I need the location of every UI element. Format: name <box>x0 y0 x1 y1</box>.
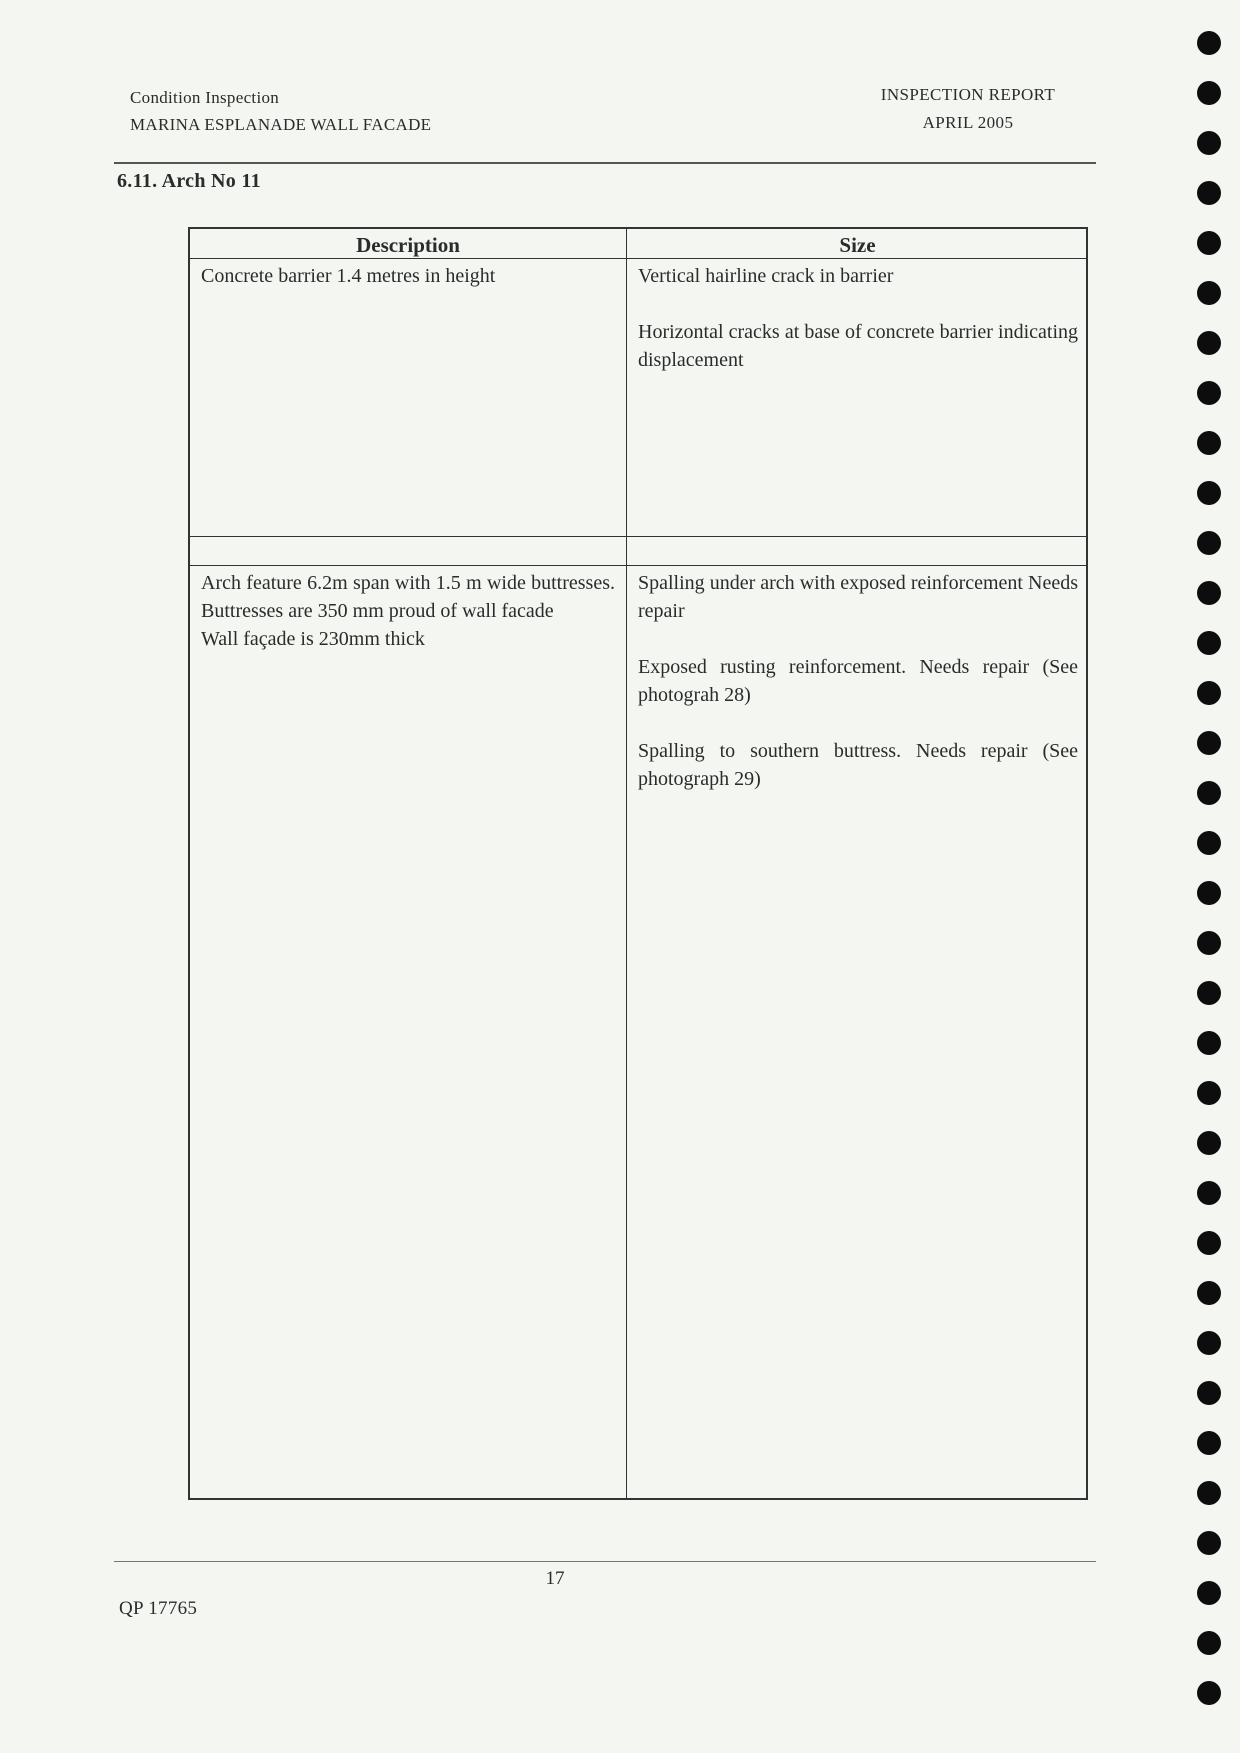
binder-hole <box>1197 1181 1221 1205</box>
binder-hole <box>1197 1331 1221 1355</box>
binder-hole <box>1197 1231 1221 1255</box>
page-number: 17 <box>545 1568 565 1589</box>
binder-hole <box>1197 681 1221 705</box>
binder-hole <box>1197 1131 1221 1155</box>
binder-hole <box>1197 931 1221 955</box>
cell-text: Concrete barrier 1.4 metres in height <box>201 265 496 287</box>
binder-hole <box>1197 1031 1221 1055</box>
header-right <box>848 81 1088 137</box>
binder-hole <box>1197 831 1221 855</box>
binder-hole <box>1197 481 1221 505</box>
cell-text: Arch feature 6.2m span with 1.5 m wide buttresses. Buttresses are 350 mm proud of wall facade <box>201 572 615 622</box>
cell-text: Vertical hairline crack in barrier <box>638 265 894 287</box>
row-rule <box>190 536 1086 537</box>
header-report-date: APRIL 2005 <box>922 113 1014 132</box>
binder-hole <box>1197 1631 1221 1655</box>
binder-hole <box>1197 531 1221 555</box>
column-header-size: Size <box>839 233 876 257</box>
binder-hole <box>1197 731 1221 755</box>
binder-hole <box>1197 981 1221 1005</box>
binder-hole <box>1197 431 1221 455</box>
binder-hole <box>1197 1531 1221 1555</box>
binder-hole <box>1197 1481 1221 1505</box>
binder-hole <box>1197 281 1221 305</box>
binder-hole <box>1197 331 1221 355</box>
header-subtitle: Condition Inspection <box>130 88 280 107</box>
table-cell-size <box>638 262 1078 374</box>
binder-holes <box>1197 0 1227 1753</box>
inspection-table <box>188 227 1088 1500</box>
table-cell-description <box>201 262 615 290</box>
binder-hole <box>1197 1281 1221 1305</box>
binder-hole <box>1197 1081 1221 1105</box>
binder-hole <box>1197 881 1221 905</box>
column-header-description: Description <box>356 233 460 257</box>
binder-hole <box>1197 1381 1221 1405</box>
header-row-rule <box>190 258 1086 259</box>
binder-hole <box>1197 31 1221 55</box>
cell-text: Spalling to southern buttress. Needs repair (See photograph 29) <box>638 740 1078 790</box>
binder-hole <box>1197 631 1221 655</box>
section-title: 6.11. Arch No 11 <box>117 170 261 192</box>
binder-hole <box>1197 781 1221 805</box>
binder-hole <box>1197 131 1221 155</box>
header-left <box>130 84 431 138</box>
cell-text: Exposed rusting reinforcement. Needs repair (See photograh 28) <box>638 656 1078 706</box>
header-report-type: INSPECTION REPORT <box>880 85 1056 104</box>
binder-hole <box>1197 181 1221 205</box>
table-cell-size <box>638 569 1078 793</box>
cell-text: Wall façade is 230mm thick <box>201 628 425 650</box>
table-cell-description <box>201 569 615 653</box>
binder-hole <box>1197 81 1221 105</box>
binder-hole <box>1197 1681 1221 1705</box>
binder-hole <box>1197 1581 1221 1605</box>
binder-hole <box>1197 231 1221 255</box>
binder-hole <box>1197 381 1221 405</box>
binder-hole <box>1197 1431 1221 1455</box>
column-divider <box>626 229 627 1498</box>
row-rule <box>190 565 1086 566</box>
cell-text: Spalling under arch with exposed reinforcement Needs repair <box>638 572 1078 622</box>
header-project-name: MARINA ESPLANADE WALL FACADE <box>130 115 432 134</box>
header-divider <box>114 162 1096 164</box>
document-code: QP 17765 <box>119 1598 198 1619</box>
binder-hole <box>1197 581 1221 605</box>
footer-divider <box>114 1561 1096 1562</box>
cell-text: Horizontal cracks at base of concrete barrier indicating displacement <box>638 321 1078 371</box>
